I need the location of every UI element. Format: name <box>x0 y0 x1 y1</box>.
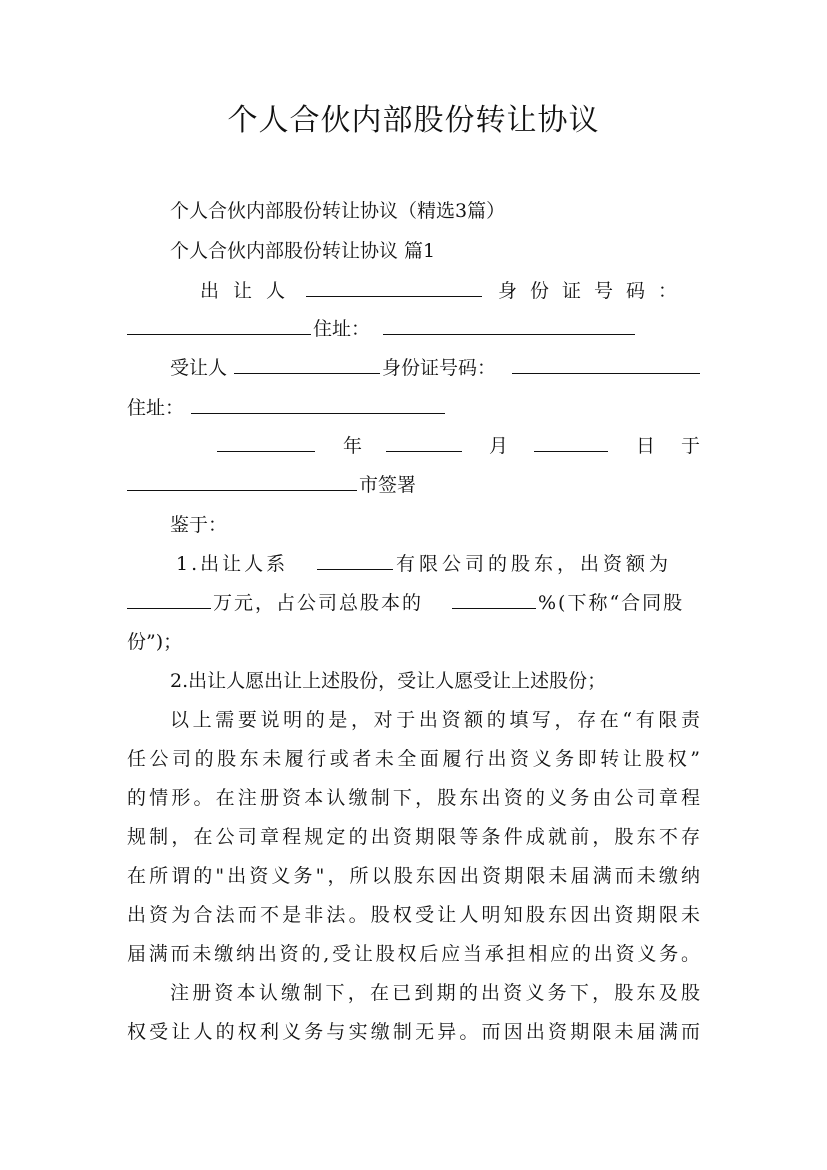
paragraph-section-heading: 个人合伙内部股份转让协议 篇1 <box>170 240 436 262</box>
city-blank <box>127 472 357 491</box>
paragraph-line: 权受让人的权利义务与实缴制无异。而因出资期限未届满而 <box>127 1021 700 1043</box>
transferee-id-blank <box>512 355 700 374</box>
paragraph-line: 的情形。在注册资本认缴制下，股东出资的义务由公司章程 <box>127 787 700 809</box>
signing-city-label: 市签署 <box>359 474 417 496</box>
clause-2: 2.出让人愿出让上述股份，受让人愿受让上述股份； <box>170 670 607 692</box>
transferor-name-blank <box>306 278 482 297</box>
transferor-address-blank <box>383 316 635 335</box>
year-label: 年 <box>343 435 363 457</box>
transferee-label: 受让人 <box>170 357 228 379</box>
transferee-address-label: 住址： <box>127 397 185 419</box>
clause-1-capital-text: 万元，占公司总股本的 <box>213 592 424 614</box>
day-blank <box>534 433 608 452</box>
clause-1-start: 1.出让人系 <box>176 553 289 575</box>
transferee-address-blank <box>191 395 445 414</box>
year-blank <box>217 433 315 452</box>
paragraph-line: 出资为合法而不是非法。股权受让人明知股东因出资期限未 <box>127 904 700 926</box>
clause-1-company-text: 有限公司的股东，出资额为 <box>396 553 673 575</box>
month-label: 月 <box>489 435 509 457</box>
capital-amount-blank <box>127 590 211 609</box>
paragraph-line: 在所谓的"出资义务"，所以股东因出资期限未届满而未缴纳 <box>127 865 700 887</box>
paragraph-line: 届满而未缴纳出资的,受让股权后应当承担相应的出资义务。 <box>127 943 700 965</box>
whereas-heading: 鉴于： <box>170 514 228 536</box>
paragraph-line: 规制，在公司章程规定的出资期限等条件成就前，股东不存 <box>127 826 700 848</box>
paragraph-subtitle: 个人合伙内部股份转让协议（精选3篇） <box>170 200 506 222</box>
clause-1-end: 份”)； <box>127 631 183 653</box>
clause-1-percent-text: %(下称“合同股 <box>538 592 685 614</box>
month-blank <box>386 433 462 452</box>
day-label: 日于 <box>636 435 727 457</box>
paragraph-line: 以上需要说明的是，对于出资额的填写，存在“有限责 <box>170 709 700 731</box>
transferee-id-label: 身份证号码： <box>382 357 497 379</box>
transferor-id-label: 身份证号码： <box>498 280 691 302</box>
transferor-label: 出让人 <box>200 280 300 302</box>
share-percent-blank <box>452 590 536 609</box>
company-name-blank <box>317 551 393 570</box>
transferee-name-blank <box>234 355 380 374</box>
transferor-id-blank <box>127 316 311 335</box>
document-title: 个人合伙内部股份转让协议 <box>227 103 600 138</box>
paragraph-line: 任公司的股东未履行或者未全面履行出资义务即转让股权” <box>127 748 700 770</box>
transferor-address-label: 住址： <box>313 318 371 340</box>
paragraph-line: 注册资本认缴制下，在已到期的出资义务下，股东及股 <box>170 982 700 1004</box>
